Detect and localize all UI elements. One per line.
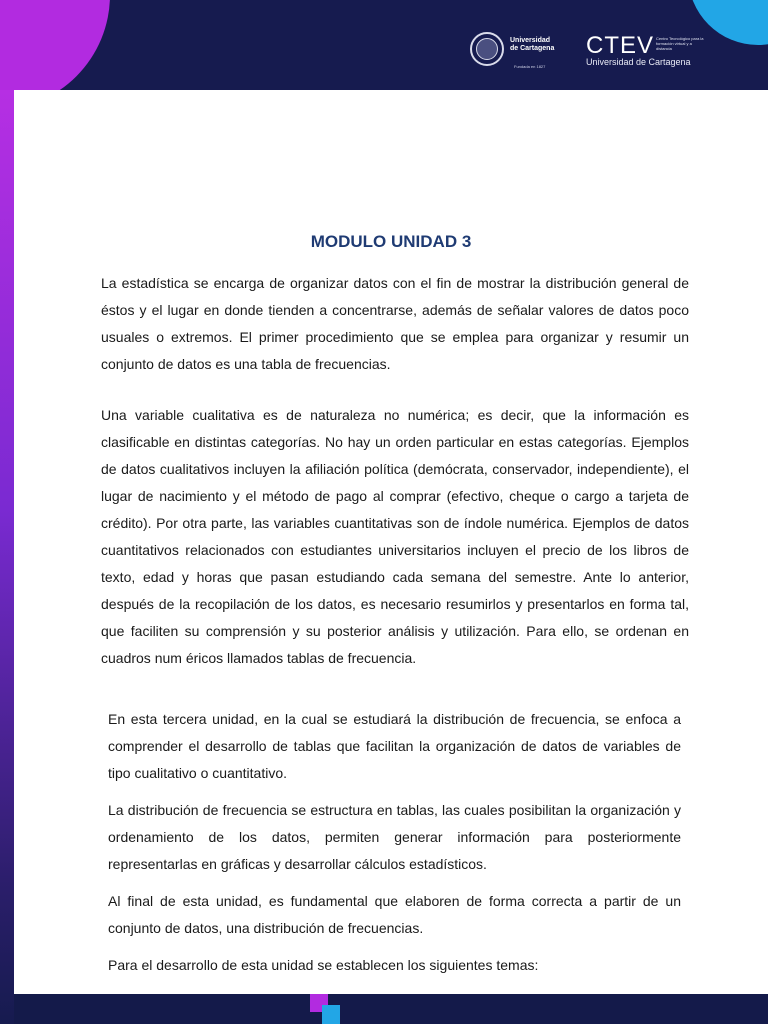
left-gradient-strip (0, 90, 14, 1024)
university-name-line2: de Cartagena (510, 45, 555, 52)
blue-square-decoration (322, 1005, 340, 1024)
university-name-line1: Universidad (510, 37, 551, 44)
header-band (0, 0, 768, 90)
university-seal-icon (470, 32, 504, 66)
universidad-cartagena-logo (470, 30, 590, 74)
paragraph-3: En esta tercera unidad, en la cual se estudiará la distribución de frecuencia, se enfoca a comprender el desarrollo de tablas que facilitan la organización de datos de variables de tipo cualitativo o cuantitativo. (108, 711, 681, 781)
paragraph-2: Una variable cualitativa es de naturaleza no numérica; es decir, que la información es clasificable en distintas categorías. No hay un orden particular en estas categorías. Ejemplos de datos cualitativos incluyen la afiliación política (demócrata, conservador, independiente), el lugar de nacimiento y el método de pago al comprar (efectivo, cheque o cargo a tarjeta de crédito). Por otra parte, las variables cuantitativas son de índole numérica. Ejemplos de datos cuantitativos relacionados con estudiantes universitarios incluyen el precio de los libros de texto, edad y horas que pasan estudiando cada semana del semestre. Ante lo anterior, después de la recopilación de los datos, es necesario resumirlos y presentarlos en forma tal, que faciliten su comprensión y su posterior análisis y utilización. Para ello, se ordenan en cuadros num éricos llamados tablas de frecuencia. (101, 407, 689, 666)
paragraph-6: Para el desarrollo de esta unidad se establecen los siguientes temas: (108, 957, 539, 973)
ctev-logo (586, 32, 706, 76)
university-founded: Fundada en 1827 (514, 64, 546, 69)
document-page (14, 90, 768, 994)
purple-circle-decoration (0, 0, 110, 90)
paragraph-1: La estadística se encarga de organizar datos con el fin de mostrar la distribución general de éstos y el lugar en donde tienden a concentrarse, además de señalar valores de datos poco usuales o extremos. El primer procedimiento que se emplea para organizar y resumir un conjunto de datos es una tabla de frecuencias. (101, 275, 689, 372)
ctev-university-name: Universidad de Cartagena (586, 57, 691, 67)
page-title: MODULO UNIDAD 3 (310, 232, 472, 251)
paragraph-4: La distribución de frecuencia se estructura en tablas, las cuales posibilitan la organización y ordenamiento de los datos, permiten generar información para posteriormente representarlas en gráficas y desarrollar cálculos estadísticos. (108, 802, 681, 872)
ctev-wordmark: CTEV (586, 32, 655, 59)
paragraph-5: Al final de esta unidad, es fundamental que elaboren de forma correcta a partir de un conjunto de datos, una distribución de frecuencias. (108, 893, 681, 936)
ctev-tagline: Centro Tecnológico para la formación virtual y a distancia (656, 36, 704, 51)
